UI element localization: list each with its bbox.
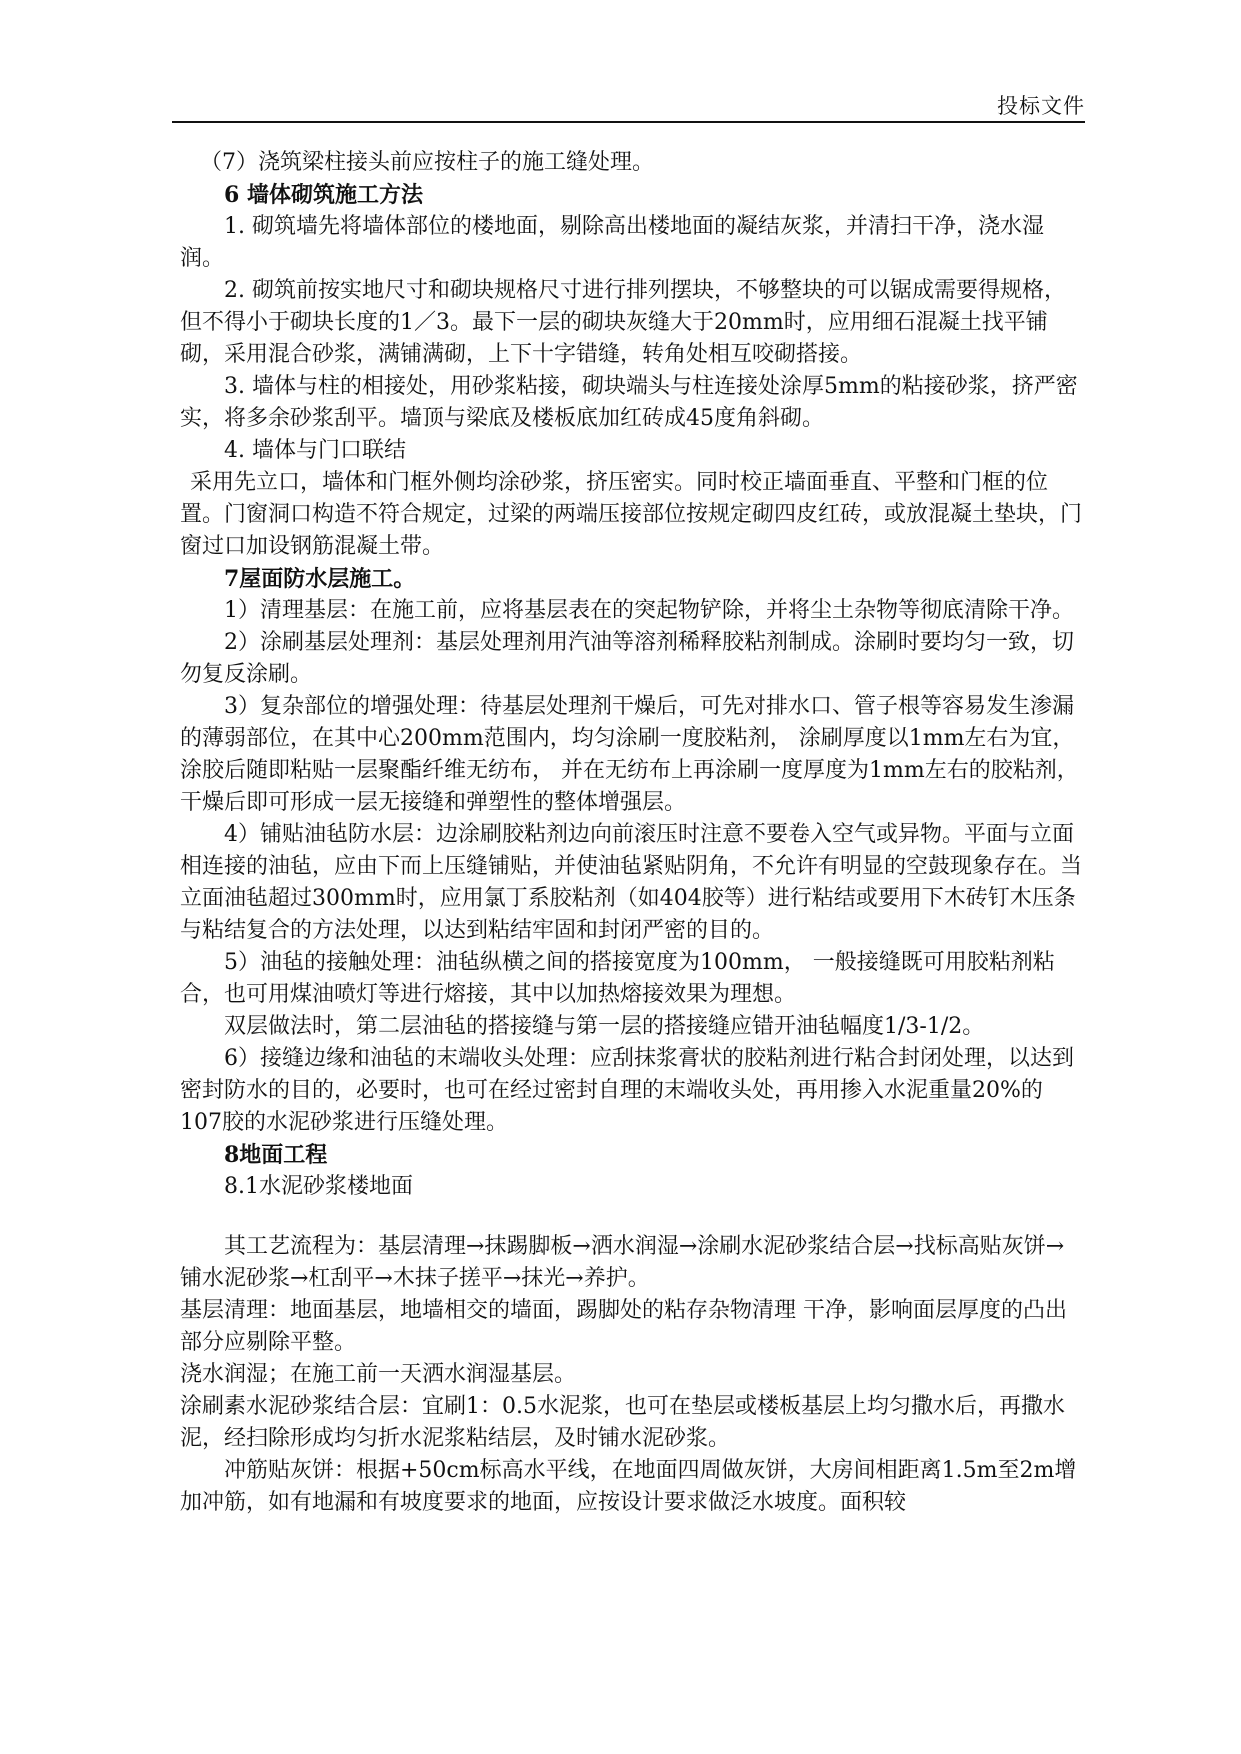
paragraph: 6）接缝边缘和油毡的末端收头处理：应刮抹浆膏状的胶粘剂进行粘合封闭处理，以达到密封防水的目的，必要时，也可在经过密封自理的末端收头处，再用掺入水泥重量20%的107胶的水泥砂浆进行压缝处理。 [180,1046,1074,1135]
section-heading: 7屋面防水层施工。 [224,566,416,592]
paragraph: 2. 砌筑前按实地尺寸和砌块规格尺寸进行排列摆块，不够整块的可以锯成需要得规格，但不得小于砌块长度的1／3。最下一层的砌块灰缝大于20mm时，应用细石混凝土找平铺砌，采用混合砂浆，满铺满砌，上下十字错缝，转角处相互咬砌搭接。 [180,278,1066,367]
document-body [180,147,1084,1519]
section-heading: 8地面工程 [224,1142,328,1168]
document-header-label: 投标文件 [997,94,1085,118]
paragraph: 冲筋贴灰饼：根据+50cm标高水平线，在地面四周做灰饼，大房间相距离1.5m至2m增加冲筋，如有地漏和有坡度要求的地面，应按设计要求做泛水坡度。面积较 [180,1458,1077,1515]
paragraph: 1）清理基层：在施工前，应将基层表在的突起物铲除，并将尘土杂物等彻底清除干净。 [224,598,1074,623]
paragraph: 双层做法时，第二层油毡的搭接缝与第一层的搭接缝应错开油毡幅度1/3-1/2。 [224,1014,985,1039]
paragraph: 3）复杂部位的增强处理：待基层处理剂干燥后，可先对排水口、管子根等容易发生渗漏的薄弱部位，在其中心200mm范围内，均匀涂刷一度胶粘剂， 涂刷厚度以1mm左右为宜，涂胶后随即粘贴一层聚酯纤维无纺布， 并在无纺布上再涂刷一度厚度为1mm左右的胶粘剂，干燥后即可形成一层无接缝和弹塑性的整体增强层。 [180,694,1079,815]
paragraph: 基层清理：地面基层，地墙相交的墙面，踢脚处的粘存杂物清理 干净，影响面层厚度的凸出部分应剔除平整。 [180,1298,1067,1355]
paragraph: 5）油毡的接触处理：油毡纵横之间的搭接宽度为100mm， 一般接缝既可用胶粘剂粘合，也可用煤油喷灯等进行熔接，其中以加热熔接效果为理想。 [180,950,1055,1007]
paragraph: 涂刷素水泥砂浆结合层：宜刷1：0.5水泥浆，也可在垫层或楼板基层上均匀撒水后，再撒水泥，经扫除形成均匀折水泥浆粘结层，及时铺水泥砂浆。 [180,1394,1065,1451]
paragraph: 采用先立口，墙体和门框外侧均涂砂浆，挤压密实。同时校正墙面垂直、平整和门框的位置。门窗洞口构造不符合规定，过梁的两端压接部位按规定砌四皮红砖，或放混凝土垫块，门窗过口加设钢筋混凝土带。 [180,470,1083,559]
section-heading: 6 墙体砌筑施工方法 [224,182,423,208]
paragraph: 4）铺贴油毡防水层：边涂刷胶粘剂边向前滚压时注意不要卷入空气或异物。平面与立面相连接的油毡，应由下而上压缝铺贴，并使油毡紧贴阴角，不允许有明显的空鼓现象存在。当立面油毡超过300mm时，应用氯丁系胶粘剂（如404胶等）进行粘结或要用下木砖钉木压条与粘结复合的方法处理，以达到粘结牢固和封闭严密的目的。 [180,822,1083,943]
paragraph: 2）涂刷基层处理剂：基层处理剂用汽油等溶剂稀释胶粘剂制成。涂刷时要均匀一致，切勿复反涂刷。 [180,630,1074,687]
paragraph: 其工艺流程为：基层清理→抹踢脚板→洒水润湿→涂刷水泥砂浆结合层→找标高贴灰饼→铺水泥砂浆→杠刮平→木抹子搓平→抹光→养护。 [180,1234,1065,1291]
paragraph: 4. 墙体与门口联结 [224,438,406,463]
paragraph: 1. 砌筑墙先将墙体部位的楼地面，剔除高出楼地面的凝结灰浆，并清扫干净，浇水湿润。 [180,214,1044,271]
paragraph: （7）浇筑梁柱接头前应按柱子的施工缝处理。 [200,150,654,175]
paragraph: 浇水润湿；在施工前一天洒水润湿基层。 [180,1362,577,1387]
paragraph: 3. 墙体与柱的相接处，用砂浆粘接，砌块端头与柱连接处涂厚5mm的粘接砂浆，挤严密实，将多余砂浆刮平。墙顶与梁底及楼板底加红砖成45度角斜砌。 [180,374,1078,431]
header-divider [172,121,1085,123]
subsection-heading: 8.1水泥砂浆楼地面 [224,1174,413,1199]
